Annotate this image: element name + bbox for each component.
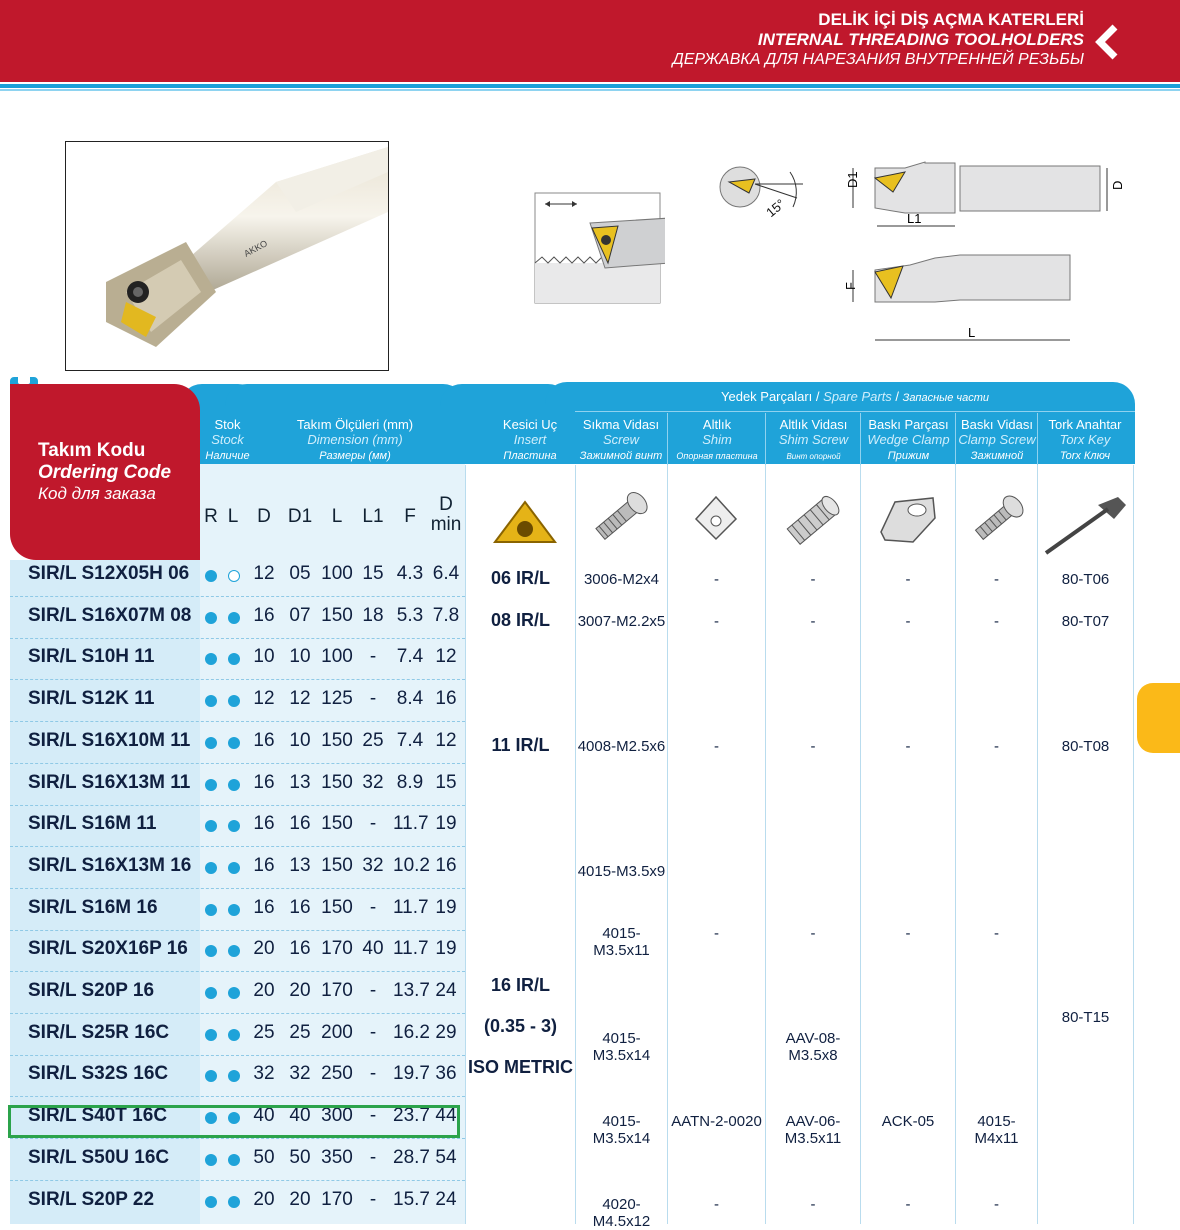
insert-11: 11 IR/L — [491, 735, 550, 755]
row-divider — [10, 679, 465, 680]
cell-d1: 07 — [289, 604, 311, 626]
row-code: SIR/L S32S 16C — [28, 1063, 169, 1085]
row-divider — [10, 930, 465, 931]
wedge-4: - — [905, 925, 911, 942]
cell-f: 7.4 — [396, 729, 424, 751]
cell-dmin: 19 — [435, 896, 457, 918]
shim-screw-7: - — [810, 1196, 816, 1213]
cell-l1: - — [369, 646, 377, 668]
cell-ld: 200 — [321, 1021, 353, 1043]
row-divider — [10, 1180, 465, 1181]
side-tab[interactable] — [1137, 683, 1180, 753]
screw-4: 4015-M3.5x9 — [577, 863, 666, 880]
shim-screw-3: - — [810, 738, 816, 755]
cell-d1: 13 — [289, 771, 311, 793]
label-D1: D1 — [845, 171, 860, 188]
cell-d1: 20 — [289, 980, 311, 1001]
ordering-code-tr: Takım Kodu — [38, 440, 146, 461]
cell-l1: - — [369, 1063, 377, 1085]
wedge-1: - — [905, 571, 911, 588]
cell-d1: 32 — [289, 1063, 311, 1085]
shim-screw-6: AAV-06-M3.5x11 — [784, 1113, 842, 1147]
page-header — [0, 0, 1180, 82]
stock-l-indicator — [228, 570, 240, 582]
cell-f: 11.7 — [393, 896, 429, 918]
cell-l1: - — [369, 896, 377, 918]
cell-d1: 12 — [289, 688, 311, 710]
row-code: SIR/L S16X13M 11 — [28, 771, 191, 793]
shim-6: - — [714, 1196, 719, 1213]
cell-d: 16 — [253, 896, 275, 918]
stock-l-indicator — [228, 779, 240, 791]
screw-8: 4020-M4.5x12 — [592, 1196, 651, 1230]
product-photo — [65, 141, 389, 371]
insert-header: Kesici Uç Insert Пластина — [502, 417, 558, 462]
ordering-code-en: Ordering Code — [38, 462, 172, 483]
highlighted-row — [8, 1105, 460, 1138]
label-L: L — [968, 325, 976, 340]
wedge-clamp-header: Baskı Parçası Wedge Clamp Прижим — [867, 417, 950, 462]
stock-l-indicator — [228, 1029, 240, 1041]
cell-ld: 150 — [321, 813, 353, 835]
cell-l1: - — [369, 1021, 377, 1043]
cell-dmin: 44 — [435, 1105, 457, 1127]
screw-7: 4015-M3.5x14 — [592, 1113, 651, 1147]
stock-l-indicator — [228, 904, 240, 916]
shim-screw-4: - — [810, 925, 816, 942]
row-code: SIR/L S16M 11 — [28, 813, 157, 835]
wedge-2: - — [905, 613, 911, 630]
shim-5: AATN-2-0020 — [671, 1113, 762, 1130]
cell-d: 25 — [253, 1021, 275, 1043]
cell-d: 16 — [253, 854, 275, 876]
row-divider — [10, 596, 465, 597]
cell-ld: 170 — [321, 1188, 353, 1210]
cell-f: 19.7 — [393, 1063, 430, 1085]
subcol-D: D — [257, 506, 271, 527]
cell-f: 11.7 — [393, 938, 429, 960]
subcol-F: F — [404, 506, 416, 527]
row-divider — [10, 1013, 465, 1014]
stock-r-indicator — [205, 1196, 217, 1208]
row-code: SIR/L S20P 16 — [28, 980, 155, 1001]
shim-2: - — [714, 613, 719, 630]
cell-dmin: 12 — [435, 729, 457, 751]
cell-dmin: 24 — [435, 980, 457, 1001]
shim-icon — [690, 493, 742, 543]
row-code: SIR/L S25R 16C — [28, 1021, 170, 1043]
row-code: SIR/L S16X10M 11 — [28, 729, 191, 751]
cell-dmin: 6.4 — [432, 563, 460, 584]
clamp-screw-icon — [962, 487, 1032, 553]
cell-d: 12 — [253, 688, 275, 710]
cell-ld: 100 — [321, 563, 353, 584]
row-divider — [10, 846, 465, 847]
cell-f: 13.7 — [393, 980, 430, 1001]
insert-16: 16 IR/L (0.35 - 3) ISO METRIC — [467, 975, 573, 1077]
clamp-screw-5: 4015-M4x11 — [974, 1113, 1019, 1147]
cell-d1: 16 — [289, 896, 311, 918]
cell-l1: 32 — [362, 854, 384, 876]
stock-l-indicator — [228, 987, 240, 999]
thread-diagram — [530, 188, 665, 306]
row-divider — [10, 763, 465, 764]
screw-icon — [585, 483, 657, 553]
cell-f: 10.2 — [393, 854, 430, 876]
cell-d: 40 — [253, 1105, 275, 1127]
cell-l1: 25 — [362, 729, 384, 751]
stock-l-indicator — [228, 1154, 240, 1166]
shim-screw-2: - — [810, 613, 816, 630]
cell-f: 23.7 — [393, 1105, 430, 1127]
shim-screw-header: Altlık Vidası Shim Screw Винт опорной пластины — [778, 417, 849, 478]
header-stripe-light — [0, 89, 1180, 91]
dimension-diagram-top — [835, 158, 1125, 230]
cell-f: 15.7 — [393, 1188, 430, 1210]
subcol-L1: L1 — [362, 506, 384, 527]
cell-f: 11.7 — [393, 813, 429, 835]
shim-4: - — [714, 925, 719, 942]
cell-dmin: 54 — [435, 1146, 457, 1168]
ordering-code-panel — [10, 384, 200, 560]
row-code: SIR/L S16M 16 — [28, 896, 158, 918]
ordering-code-ru: Код для заказа — [38, 484, 156, 503]
stock-l-indicator — [228, 1196, 240, 1208]
cell-d: 12 — [253, 563, 275, 584]
cell-f: 28.7 — [393, 1146, 430, 1168]
cell-ld: 100 — [321, 646, 353, 668]
cell-d1: 13 — [289, 854, 311, 876]
cell-d: 20 — [253, 1188, 275, 1210]
chevron-left-icon[interactable] — [1093, 24, 1121, 60]
cell-ld: 170 — [321, 938, 353, 960]
cell-d: 20 — [253, 980, 275, 1001]
cell-dmin: 15 — [435, 771, 457, 793]
row-code: SIR/L S12X05H 06 — [28, 563, 190, 584]
row-code: SIR/L S40T 16C — [28, 1105, 168, 1127]
wedge-clamp-icon — [873, 490, 943, 550]
label-L1: L1 — [907, 211, 922, 226]
screw-1: 3006-M2x4 — [583, 571, 660, 588]
screw-2: 3007-M2.2x5 — [577, 613, 666, 630]
cell-l1: - — [369, 1105, 377, 1127]
cell-l1: - — [369, 980, 377, 1001]
cell-d1: 10 — [289, 646, 311, 668]
stock-r-indicator — [205, 987, 217, 999]
wedge-5: ACK-05 — [881, 1113, 935, 1130]
stock-r-indicator — [205, 570, 217, 582]
cell-dmin: 29 — [435, 1021, 457, 1043]
row-divider — [10, 721, 465, 722]
cell-l1: 32 — [362, 771, 384, 793]
screw-header: Sıkma Vidası Screw Зажимной винт — [579, 417, 663, 462]
row-code: SIR/L S20X16P 16 — [28, 938, 188, 960]
cell-f: 4.3 — [396, 563, 424, 584]
stock-r-indicator — [205, 1029, 217, 1041]
clamp-screw-1: - — [994, 571, 999, 588]
cell-ld: 250 — [321, 1063, 353, 1085]
key-1: 80-T06 — [1061, 571, 1110, 588]
row-code: SIR/L S20P 22 — [28, 1188, 155, 1210]
product-table — [0, 375, 1180, 1230]
insert-08: 08 IR/L — [490, 610, 551, 630]
cell-f: 16.2 — [393, 1021, 430, 1043]
wedge-3: - — [905, 738, 911, 755]
row-code: SIR/L S10H 11 — [28, 646, 155, 668]
torx-key-header: Tork Anahtar Torx Key Torx Ключ — [1048, 417, 1122, 462]
row-divider — [10, 1055, 465, 1056]
cell-ld: 150 — [321, 771, 353, 793]
row-divider — [10, 971, 465, 972]
spare-parts-header: Yedek Parçaları / Spare Parts / Запасные части — [721, 389, 989, 404]
clamp-screw-3: - — [994, 738, 999, 755]
dimension-diagram-bottom — [835, 250, 1080, 350]
wedge-6: - — [905, 1196, 911, 1213]
stock-header: Stok Stock Наличие — [205, 417, 250, 462]
cell-l1: - — [369, 688, 377, 710]
cell-ld: 300 — [321, 1105, 353, 1127]
clamp-screw-header: Baskı Vidası Clamp Screw Зажимной винт — [958, 417, 1036, 479]
subcol-D1: D1 — [287, 506, 313, 527]
stock-r-indicator — [205, 779, 217, 791]
stock-r-indicator — [205, 695, 217, 707]
photo-brand: AKKO — [242, 238, 270, 259]
row-divider — [10, 1096, 465, 1097]
shim-header: Altlık Shim Опорная пластина — [676, 417, 758, 461]
header-stripe — [0, 84, 1180, 88]
cell-f: 8.9 — [396, 771, 424, 793]
row-code: SIR/L S16X07M 08 — [28, 604, 192, 626]
subcol-Dmin: D min — [430, 494, 462, 535]
header-title-en: INTERNAL THREADING TOOLHOLDERS — [757, 30, 1084, 49]
stock-r-indicator — [205, 612, 217, 624]
cell-f: 5.3 — [396, 604, 424, 626]
label-F: F — [843, 282, 858, 290]
cell-dmin: 7.8 — [432, 604, 460, 626]
screw-5: 4015-M3.5x11 — [593, 925, 650, 959]
header-title-ru: ДЕРЖАВКА ДЛЯ НАРЕЗАНИЯ ВНУТРЕННЕЙ РЕЗЬБЫ — [672, 51, 1084, 68]
row-divider — [10, 805, 465, 806]
stock-r-indicator — [205, 904, 217, 916]
cell-ld: 150 — [321, 604, 353, 626]
clamp-screw-2: - — [994, 613, 999, 630]
key-2: 80-T07 — [1061, 613, 1110, 630]
cell-d1: 05 — [289, 563, 311, 584]
cell-l1: - — [369, 1146, 377, 1168]
cell-l1: 18 — [362, 604, 384, 626]
cell-ld: 150 — [321, 729, 353, 751]
row-divider — [10, 1138, 465, 1139]
cell-d: 16 — [253, 771, 275, 793]
shim-screw-1: - — [810, 571, 816, 588]
cell-d1: 10 — [289, 729, 311, 751]
cell-l1: 15 — [362, 563, 384, 584]
shim-1: - — [714, 571, 719, 588]
cell-dmin: 16 — [435, 688, 457, 710]
label-D: D — [1110, 180, 1125, 190]
cell-f: 7.4 — [396, 646, 424, 668]
cell-l1: 40 — [362, 938, 384, 960]
spare-divider — [575, 411, 1135, 412]
cell-d1: 40 — [289, 1105, 311, 1127]
header-title-tr: DELİK İÇİ DİŞ AÇMA KATERLERİ — [818, 10, 1084, 29]
cell-d: 50 — [253, 1146, 275, 1168]
clamp-screw-6: - — [994, 1196, 999, 1213]
key-3: 80-T08 — [1061, 738, 1110, 755]
clamp-screw-4: - — [994, 925, 999, 942]
stock-r-indicator — [205, 1154, 217, 1166]
cell-dmin: 24 — [435, 1188, 457, 1210]
header-titles — [672, 10, 1084, 70]
cell-ld: 150 — [321, 854, 353, 876]
insert-06: 06 IR/L — [490, 568, 551, 588]
cell-dmin: 19 — [435, 938, 457, 960]
stock-r-indicator — [205, 737, 217, 749]
stock-l-indicator — [228, 612, 240, 624]
cell-d: 16 — [253, 729, 275, 751]
screw-3: 4008-M2.5x6 — [577, 738, 666, 755]
key-4: 80-T15 — [1061, 1009, 1110, 1026]
subcol-R: R — [204, 506, 218, 527]
shim-screw-5: AAV-08-M3.5x8 — [785, 1030, 841, 1064]
subcol-L-dim: L — [331, 506, 343, 527]
cell-l1: - — [369, 1188, 377, 1210]
toolholder-image — [66, 142, 388, 370]
cell-ld: 150 — [321, 896, 353, 918]
cell-d: 20 — [253, 938, 275, 960]
shim-screw-icon — [780, 487, 850, 553]
cell-l1: - — [369, 813, 377, 835]
cell-dmin: 19 — [435, 813, 457, 835]
screw-6: 4015-M3.5x14 — [592, 1030, 651, 1064]
cell-f: 8.4 — [396, 688, 424, 710]
cell-ld: 170 — [321, 980, 353, 1001]
subcol-L: L — [227, 506, 239, 527]
cell-d: 16 — [253, 813, 275, 835]
row-divider — [10, 638, 465, 639]
row-code: SIR/L S50U 16C — [28, 1146, 170, 1168]
cell-d1: 20 — [289, 1188, 311, 1210]
cell-d1: 25 — [289, 1021, 311, 1043]
stock-l-indicator — [228, 862, 240, 874]
stock-r-indicator — [205, 862, 217, 874]
cell-d: 10 — [253, 646, 275, 668]
row-code: SIR/L S12K 11 — [28, 688, 155, 710]
cell-dmin: 12 — [435, 646, 457, 668]
cell-d: 16 — [253, 604, 275, 626]
cell-d1: 50 — [289, 1146, 311, 1168]
cell-d1: 16 — [289, 938, 311, 960]
insert-icon — [490, 497, 560, 547]
cell-ld: 125 — [321, 688, 353, 710]
stock-l-indicator — [228, 737, 240, 749]
cell-dmin: 36 — [435, 1063, 457, 1085]
row-divider — [10, 888, 465, 889]
angle-diagram — [715, 162, 805, 220]
dimension-header: Takım Ölçüleri (mm) Dimension (mm) Размеры (мм) — [296, 417, 414, 462]
cell-ld: 350 — [321, 1146, 353, 1168]
cell-d1: 16 — [289, 813, 311, 835]
cell-d: 32 — [253, 1063, 275, 1085]
shim-3: - — [714, 738, 719, 755]
row-code: SIR/L S16X13M 16 — [28, 854, 192, 876]
stock-l-indicator — [228, 695, 240, 707]
torx-key-icon — [1040, 483, 1132, 559]
angle-label: 15° — [763, 195, 788, 220]
cell-dmin: 16 — [435, 854, 457, 876]
